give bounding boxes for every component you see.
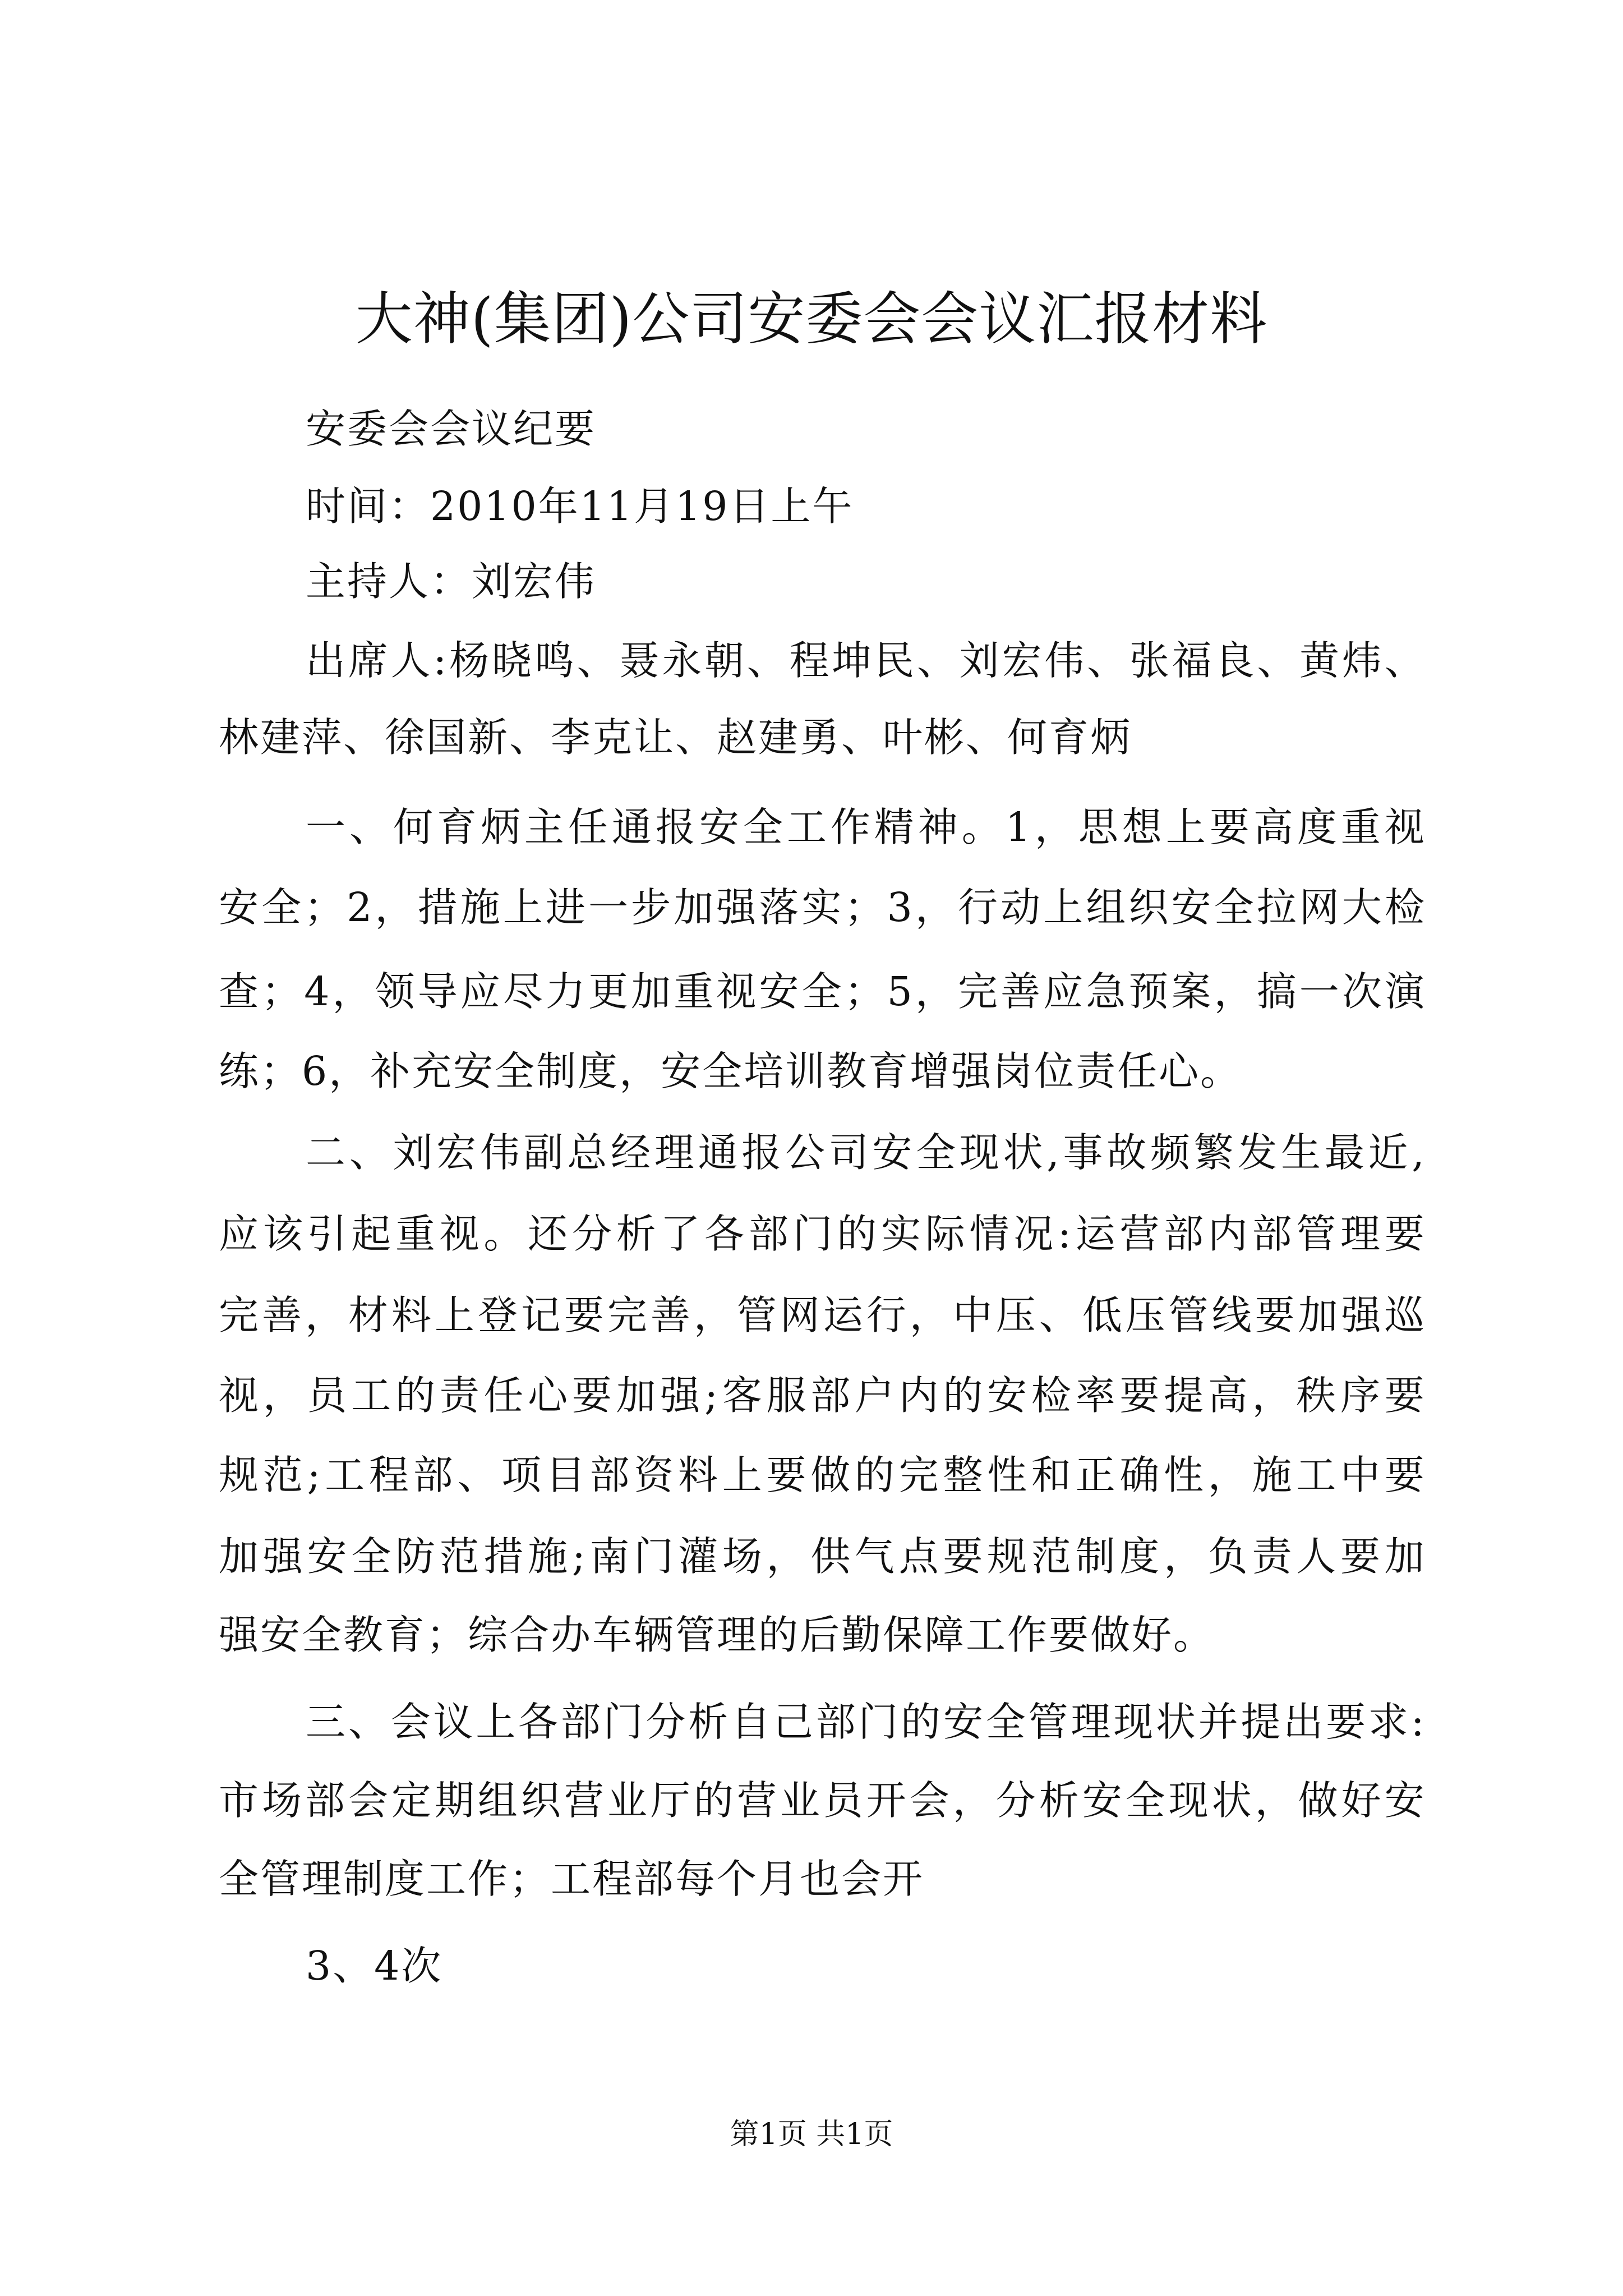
attendees-line-1: 出 席 人 : 杨 晓 鸣 、 聂 永 朝 、 程 坤 民 、 刘 宏 伟 、 张 福 良 、 黄 炜 、 <box>306 637 1424 684</box>
attendees-line-2: 林建萍、徐国新、李克让、赵建勇、叶彬、何育炳 <box>219 714 1132 761</box>
page-footer: 第1页 共1页 <box>730 2118 893 2151</box>
section2-line-7: 强安全教育；综合办车辆管理的后勤保障工作要做好。 <box>219 1612 1215 1658</box>
section3-line-3: 全管理制度工作；工程部每个月也会开 <box>219 1856 925 1902</box>
minutes-heading: 安委会会议纪要 <box>306 406 597 452</box>
meeting-host: 主持人：刘宏伟 <box>306 558 597 605</box>
section2-line-1: 二 、 刘 宏 伟 副 总 经 理 通 报 公 司 安 全 现 状 , 事 故 频 繁 发 生 最 近 , <box>306 1129 1424 1176</box>
section2-line-2: 应 该 引 起 重 视 。 还 分 析 了 各 部 门 的 实 际 情 况 : 运 营 部 内 部 管 理 要 <box>219 1211 1424 1257</box>
section2-line-5: 规 范 ; 工 程 部 、 项 目 部 资 料 上 要 做 的 完 整 性 和 正 确 性 ， 施 工 中 要 <box>219 1452 1424 1498</box>
section2-line-4: 视 ， 员 工 的 责 任 心 要 加 强 ; 客 服 部 户 内 的 安 检 率 要 提 高 ， 秩 序 要 <box>219 1372 1424 1419</box>
document-title: 大神(集团)公司安委会会议汇报材料 <box>355 286 1268 353</box>
section2-line-3: 完 善 ， 材 料 上 登 记 要 完 善 ， 管 网 运 行 ， 中 压 、 低 压 管 线 要 加 强 巡 <box>219 1292 1424 1338</box>
section1-line-4: 练；6，补充安全制度，安全培训教育增强岗位责任心。 <box>219 1048 1242 1094</box>
section2-line-6: 加 强 安 全 防 范 措 施 ; 南 门 灌 场 ， 供 气 点 要 规 范 制 度 ， 负 责 人 要 加 <box>219 1533 1424 1580</box>
section1-line-3: 查 ； 4 ， 领 导 应 尽 力 更 加 重 视 安 全 ； 5 ， 完 善 应 急 预 案 ， 搞 一 次 演 <box>219 968 1424 1015</box>
text-fragment: 3、4次 <box>306 1943 443 1989</box>
section3-line-2: 市 场 部 会 定 期 组 织 营 业 厅 的 营 业 员 开 会 ， 分 析 安 全 现 状 ， 做 好 安 <box>219 1777 1424 1824</box>
meeting-time: 时间：2010年11月19日上午 <box>306 483 854 530</box>
section3-line-1: 三 、 会 议 上 各 部 门 分 析 自 己 部 门 的 安 全 管 理 现 状 并 提 出 要 求 : <box>306 1699 1424 1745</box>
section1-line-2: 安 全 ； 2 ， 措 施 上 进 一 步 加 强 落 实 ； 3 ， 行 动 上 组 织 安 全 拉 网 大 检 <box>219 884 1424 931</box>
section1-line-1: 一 、 何 育 炳 主 任 通 报 安 全 工 作 精 神 。 1 ， 思 想 上 要 高 度 重 视 <box>306 804 1424 850</box>
